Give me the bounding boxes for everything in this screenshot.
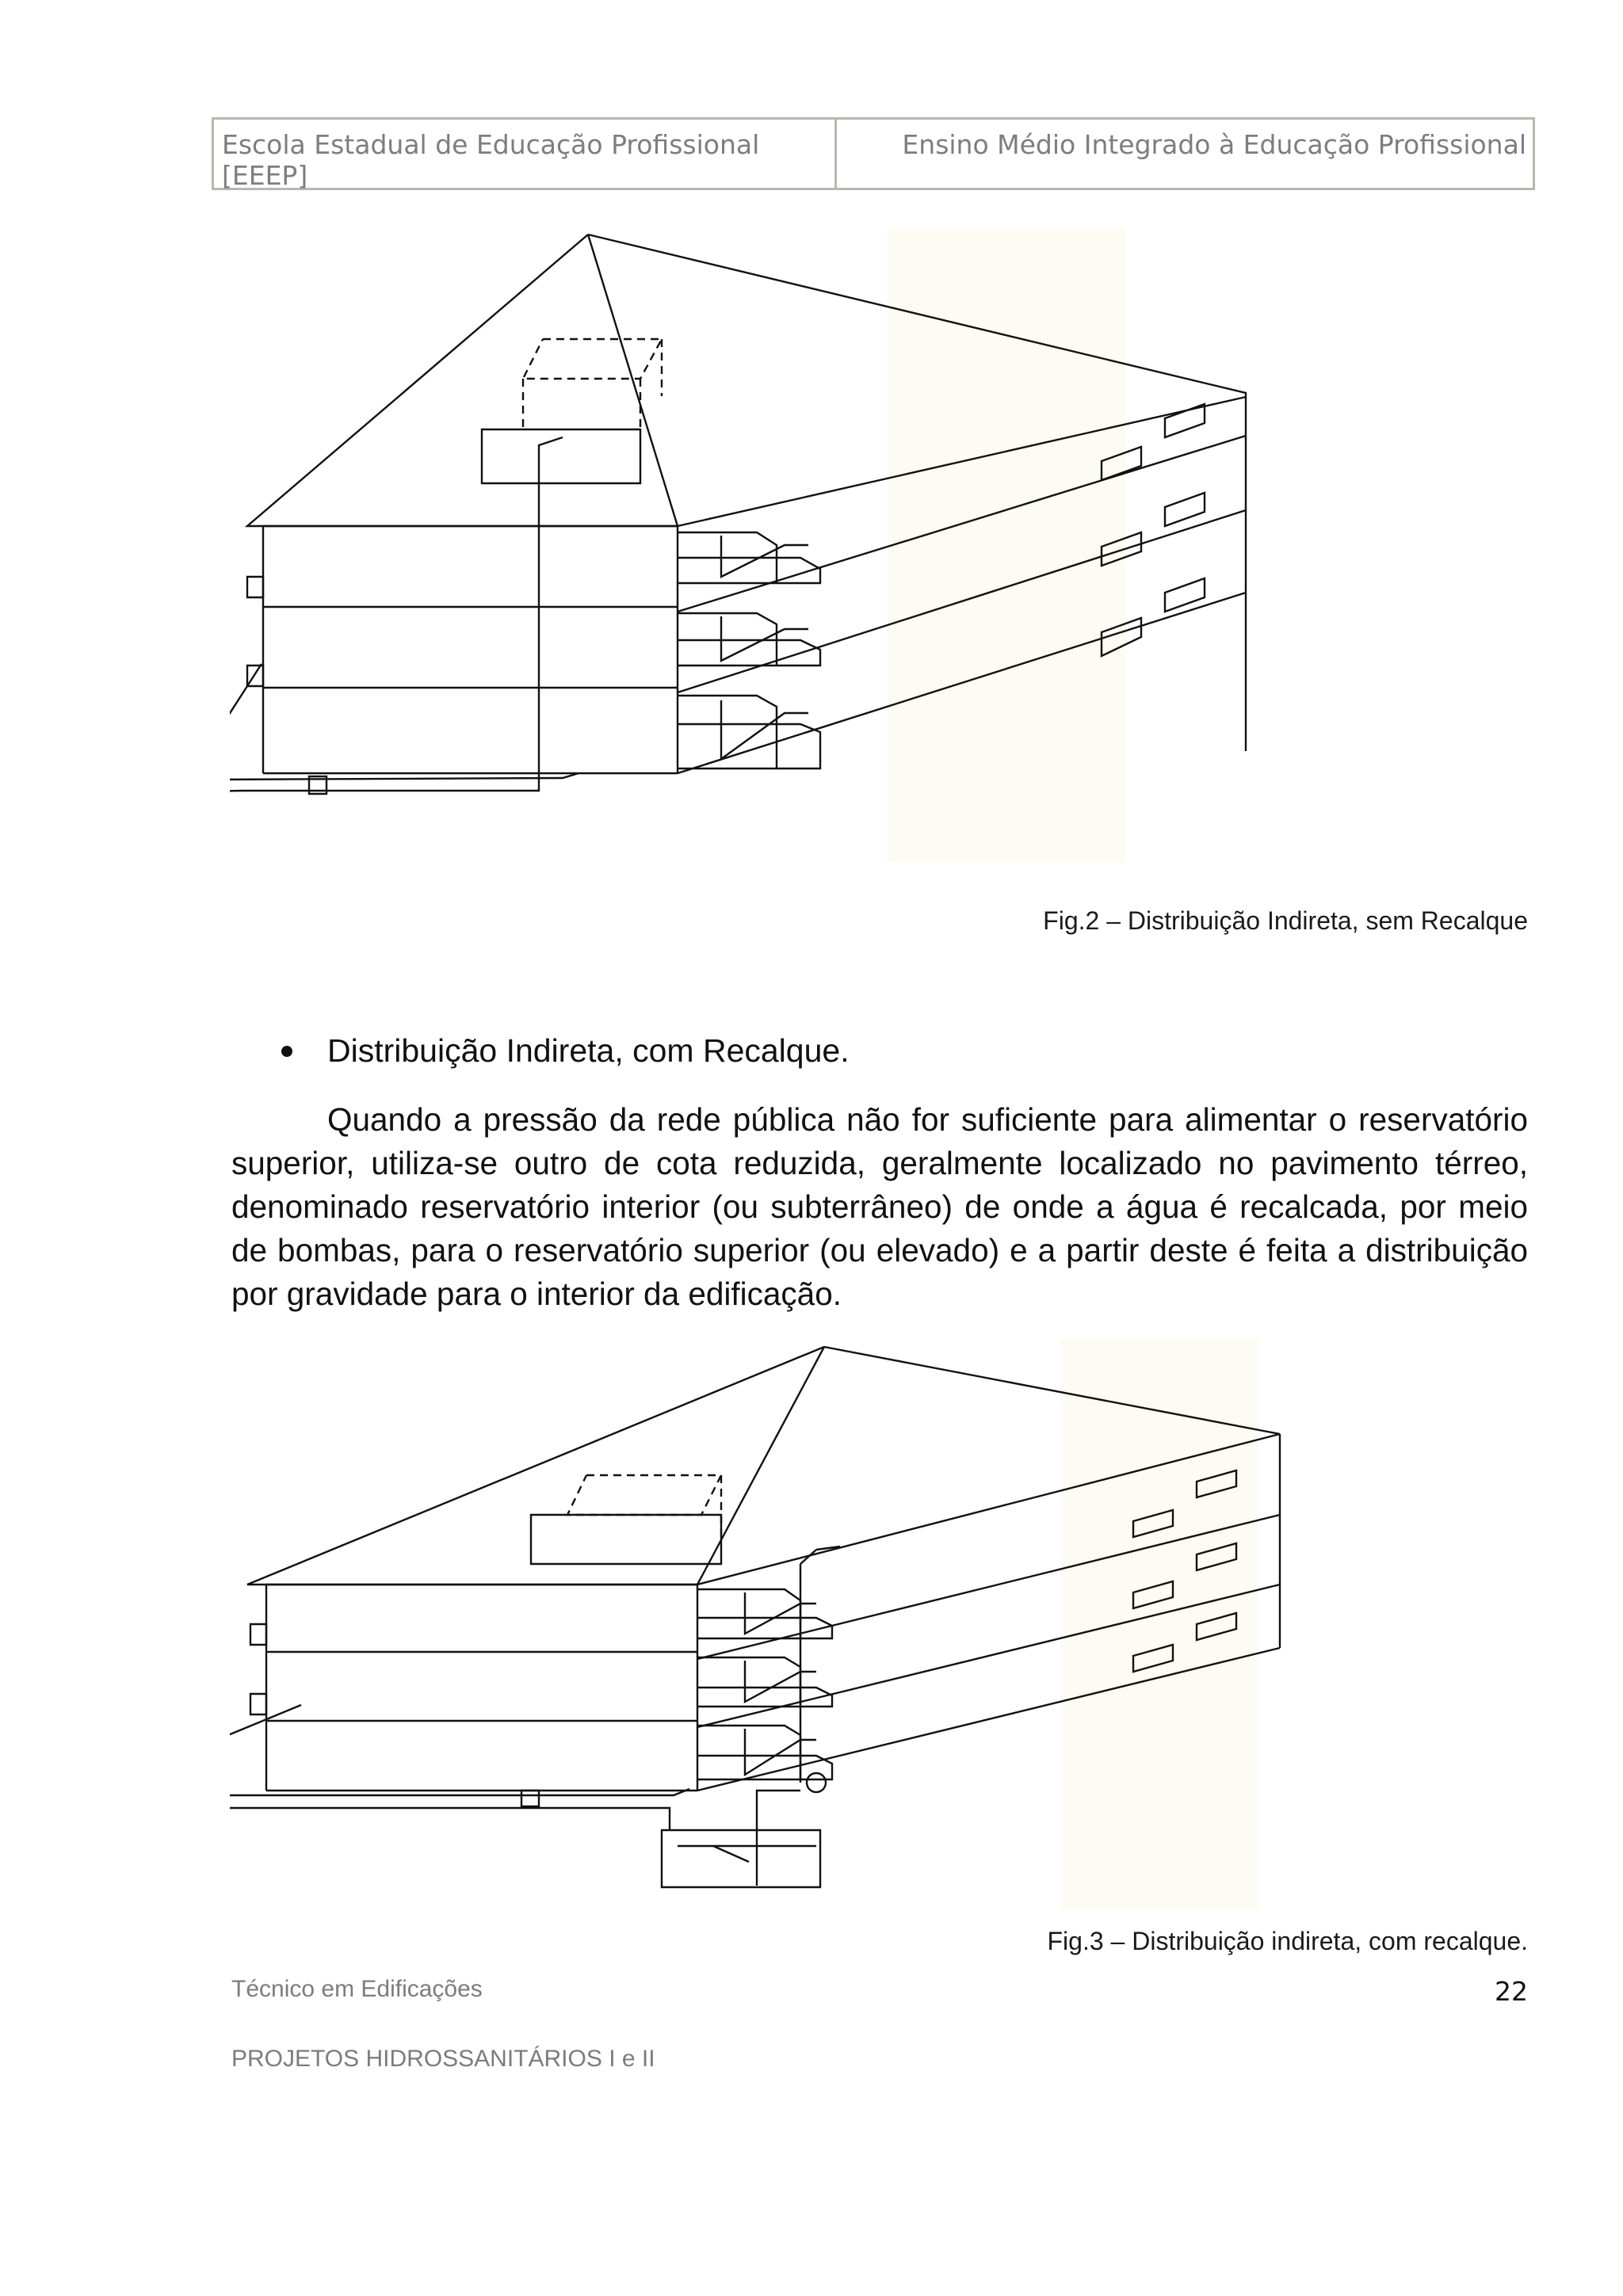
figure-building-with-pump bbox=[230, 1339, 1284, 1909]
footer-project: PROJETOS HIDROSSANITÁRIOS I e II bbox=[231, 2046, 655, 2072]
figure-2-caption: Fig.2 – Distribuição Indireta, sem Recalque bbox=[1043, 906, 1528, 935]
page-number: 22 bbox=[1495, 1976, 1528, 2007]
body-paragraph: Quando a pressão da rede pública não for suficiente para alimentar o reservatório superior, utiliza-se outro de cota reduzida, geralmente localizado no pavimento térreo, denominado reservatório interior (ou subterrâneo) de onde a água é recalcada, por meio de bombas, para o reservatório superior (ou elevado) e a partir deste é feita a distribuição por gravidade para o interior da edificação. bbox=[231, 1101, 1528, 1312]
bullet-item bbox=[281, 1032, 850, 1070]
figure-building-without-pump bbox=[230, 228, 1262, 862]
bullet-dot bbox=[281, 1046, 292, 1057]
figure-3-caption: Fig.3 – Distribuição indireta, com recalque. bbox=[1047, 1927, 1528, 1955]
bullet-text: Distribuição Indireta, com Recalque. bbox=[327, 1032, 850, 1069]
header-course: Ensino Médio Integrado à Educação Profissional bbox=[902, 129, 1526, 160]
footer-course: Técnico em Edificações bbox=[231, 1976, 483, 2002]
page-header bbox=[212, 117, 1535, 190]
header-school: Escola Estadual de Educação Profissional [EEEP] bbox=[214, 120, 837, 188]
